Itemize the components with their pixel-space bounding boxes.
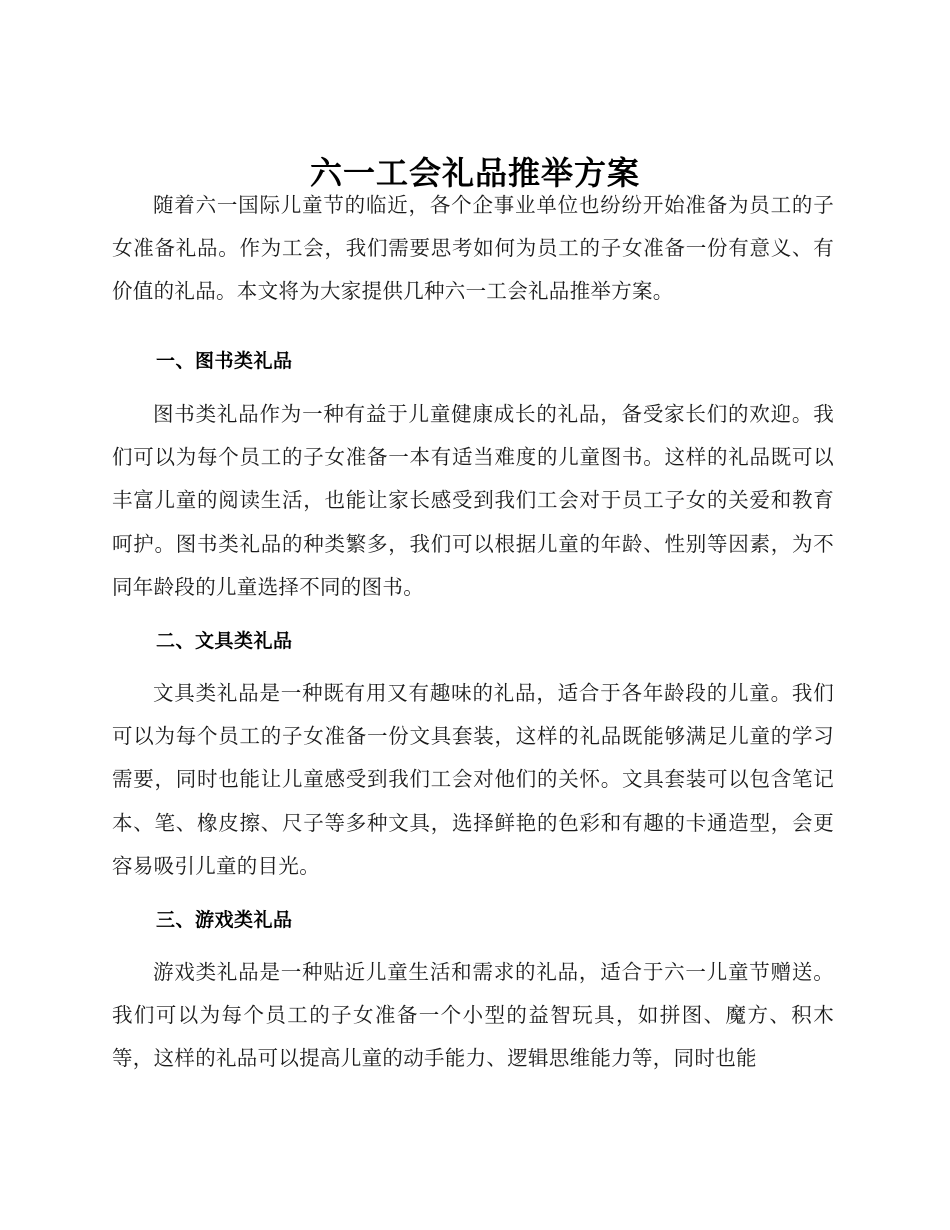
document-title: 六一工会礼品推举方案 bbox=[309, 154, 640, 192]
section-body-games: 游戏类礼品是一种贴近儿童生活和需求的礼品，适合于六一儿童节赠送。我们可以为每个员工的子女准备一个小型的益智玩具，如拼图、魔方、积木等，这样的礼品可以提高儿童的动手能力、逻辑思维能力等，同时也能 bbox=[112, 960, 834, 1071]
intro-paragraph: 随着六一国际儿童节的临近，各个企事业单位也纷纷开始准备为员工的子女准备礼品。作为工会，我们需要思考如何为员工的子女准备一份有意义、有价值的礼品。本文将为大家提供几种六一工会礼品推举方案。 bbox=[112, 193, 834, 304]
section-heading-books: 一、图书类礼品 bbox=[156, 350, 293, 372]
section-heading-games: 三、游戏类礼品 bbox=[156, 909, 293, 931]
section-body-books: 图书类礼品作为一种有益于儿童健康成长的礼品，备受家长们的欢迎。我们可以为每个员工的子女准备一本有适当难度的儿童图书。这样的礼品既可以丰富儿童的阅读生活，也能让家长感受到我们工会对于员工子女的关爱和教育呵护。图书类礼品的种类繁多，我们可以根据儿童的年龄、性别等因素，为不同年龄段的儿童选择不同的图书。 bbox=[112, 402, 834, 599]
section-body-stationery: 文具类礼品是一种既有用又有趣味的礼品，适合于各年龄段的儿童。我们可以为每个员工的子女准备一份文具套装，这样的礼品既能够满足儿童的学习需要，同时也能让儿童感受到我们工会对他们的关怀。文具套装可以包含笔记本、笔、橡皮擦、尺子等多种文具，选择鲜艳的色彩和有趣的卡通造型，会更容易吸引儿童的目光。 bbox=[112, 681, 834, 878]
section-heading-stationery: 二、文具类礼品 bbox=[156, 630, 293, 652]
